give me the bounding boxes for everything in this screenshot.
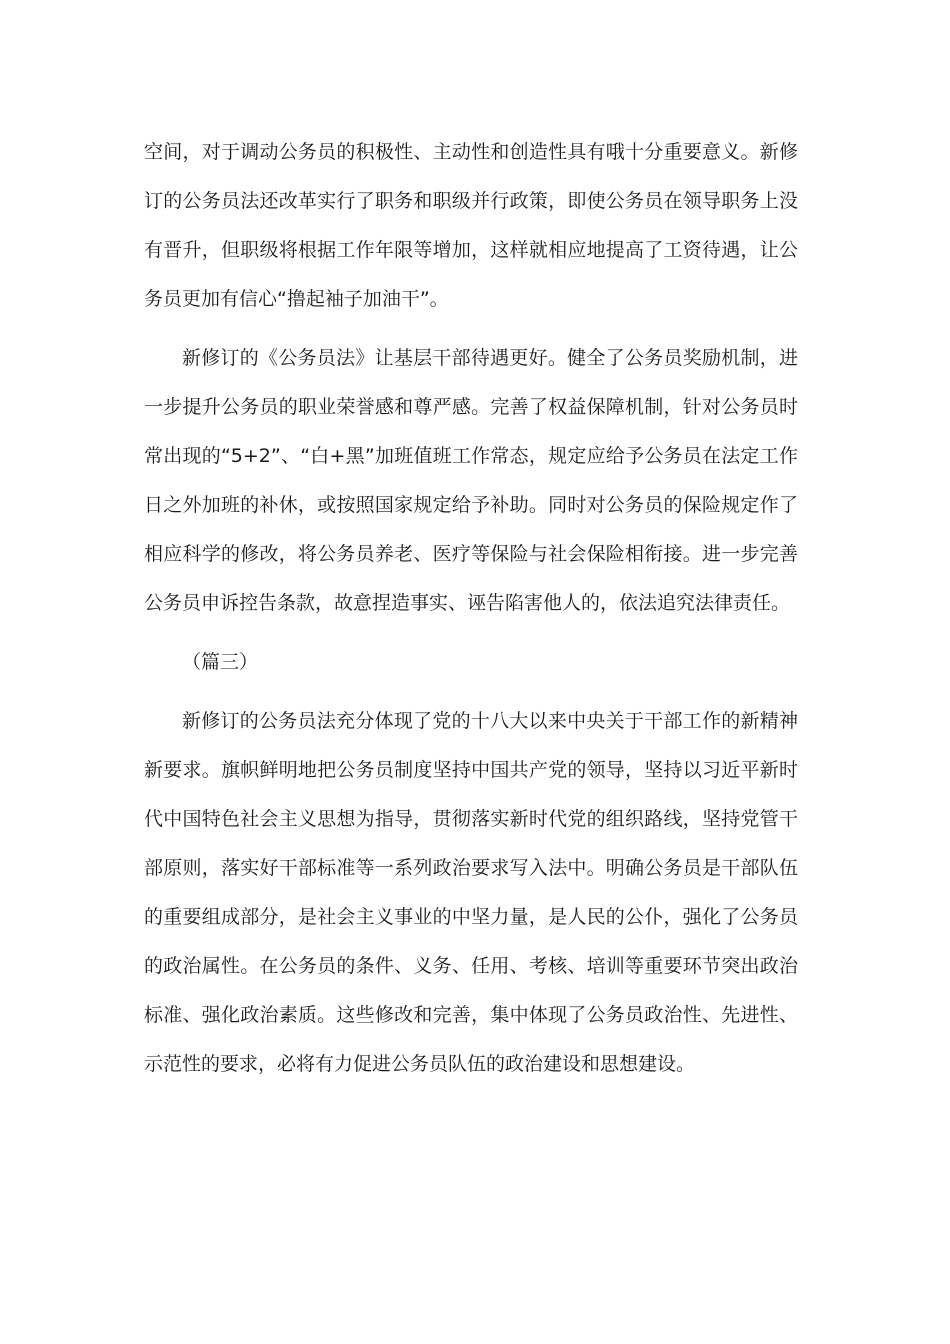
- paragraph-section-three: 新修订的公务员法充分体现了党的十八大以来中央关于干部工作的新精神新要求。旗帜鲜明地把公务员制度坚持中国共产党的领导，坚持以习近平新时代中国特色社会主义思想为指导，贯彻落实新时代党的组织路线，坚持党管干部原则，落实好干部标准等一系列政治要求写入法中。明确公务员是干部队伍的重要组成部分，是社会主义事业的中坚力量，是人民的公仆，强化了公务员的政治属性。在公务员的条件、义务、任用、考核、培训等重要环节突出政治标准、强化政治素质。这些修改和完善，集中体现了公务员政治性、先进性、示范性的要求，必将有力促进公务员队伍的政治建设和思想建设。: [144, 710, 798, 1075]
- section-heading: （篇三）: [182, 651, 259, 673]
- paragraph-treatment: 新修订的《公务员法》让基层干部待遇更好。健全了公务员奖励机制，进一步提升公务员的职业荣誉感和尊严感。完善了权益保障机制，针对公务员时常出现的“5+2”、“白+黑”加班值班工作常态，规定应给予公务员在法定工作日之外加班的补休，或按照国家规定给予补助。同时对公务员的保险规定作了相应科学的修改，将公务员养老、医疗等保险与社会保险相衔接。进一步完善公务员申诉控告条款，故意捏造事实、诬告陷害他人的，依法追究法律责任。: [144, 347, 798, 614]
- document-body: [144, 128, 798, 1089]
- paragraph-continuation: 空间，对于调动公务员的积极性、主动性和创造性具有哦十分重要意义。新修订的公务员法还改革实行了职务和职级并行政策，即使公务员在领导职务上没有晋升，但职级将根据工作年限等增加，这样就相应地提高了工资待遇，让公务员更加有信心“撸起袖子加油干”。: [144, 141, 798, 310]
